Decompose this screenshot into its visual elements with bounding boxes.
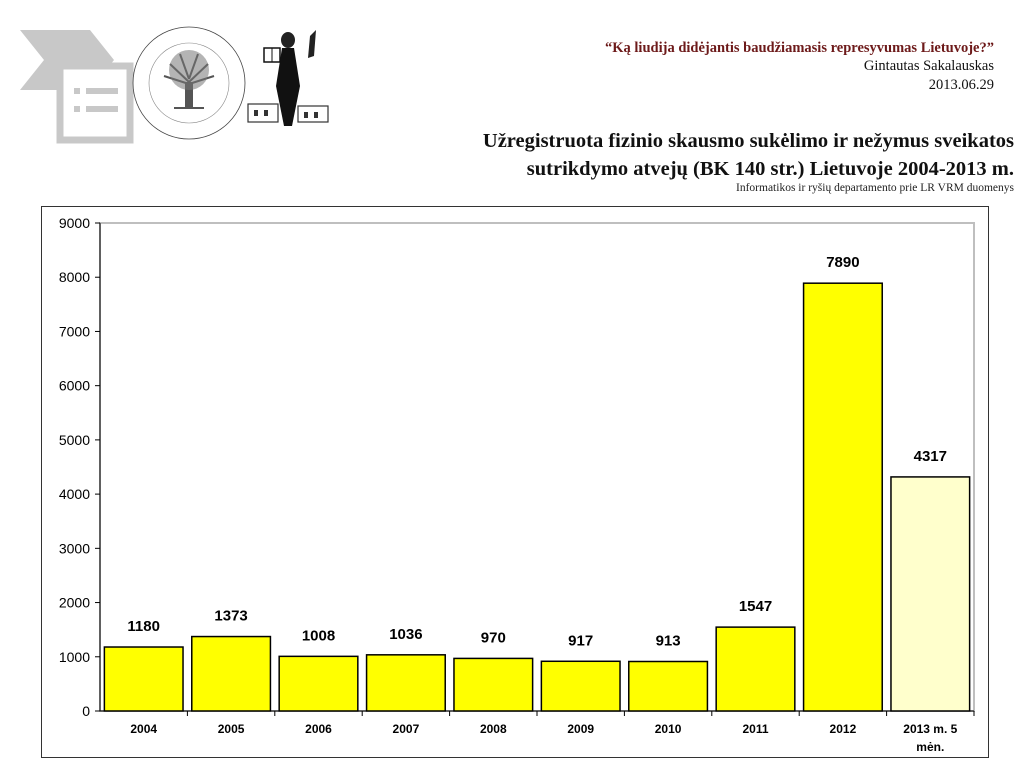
bar — [192, 637, 271, 711]
y-tick-label: 4000 — [58, 486, 90, 503]
x-tick-label: 2012 — [829, 722, 857, 736]
data-label: 970 — [480, 629, 506, 647]
data-label: 1547 — [738, 598, 773, 616]
x-tick-label: 2009 — [567, 722, 595, 736]
y-tick-label: 6000 — [58, 377, 90, 394]
bar — [367, 655, 446, 711]
data-label: 917 — [568, 632, 594, 650]
x-tick-label: 2010 — [654, 722, 682, 736]
bar — [804, 283, 883, 711]
x-tick-label: 2006 — [305, 722, 332, 736]
x-tick-label: 2005 — [217, 722, 245, 736]
bar — [629, 661, 708, 711]
bar — [454, 658, 533, 711]
data-label: 1008 — [301, 627, 336, 645]
bar — [716, 627, 795, 711]
slide-subtitle: Informatikos ir ryšių departamento prie LR VRM duomenys — [736, 182, 1014, 194]
x-tick-label: 2013 m. 5 mėn. — [903, 722, 958, 754]
criminology-association-logo — [130, 24, 248, 142]
bar — [541, 661, 620, 711]
x-tick-label: 2007 — [392, 722, 420, 736]
header-author: Gintautas Sakalauskas — [863, 58, 994, 74]
bar — [279, 656, 358, 711]
data-label: 913 — [655, 632, 681, 650]
y-tick-label: 0 — [82, 703, 90, 719]
bar-chart — [42, 207, 988, 757]
bar — [891, 477, 970, 711]
y-tick-label: 8000 — [58, 269, 90, 286]
header-quote: “Ką liudija didėjantis baudžiamasis represyvumas Lietuvoje?” — [605, 40, 994, 56]
slide-title: Užregistruota fizinio skausmo sukėlimo ir nežymus sveikatos sutrikdymo atvejų (BK 140 str.) Lietuvoje 2004-2013 m. — [482, 130, 1014, 180]
data-label: 1180 — [127, 618, 160, 636]
data-label: 1373 — [214, 607, 248, 625]
y-tick-label: 2000 — [58, 594, 90, 611]
header-date: 2013.06.29 — [928, 77, 994, 93]
data-label: 1036 — [389, 625, 423, 643]
data-label: 7890 — [826, 254, 860, 272]
data-label: 4317 — [913, 447, 947, 465]
y-tick-label: 1000 — [58, 648, 90, 665]
bar — [104, 647, 183, 711]
y-tick-label: 5000 — [58, 431, 90, 448]
y-tick-label: 7000 — [58, 323, 90, 340]
x-tick-label: 2008 — [479, 722, 507, 736]
y-tick-label: 3000 — [58, 540, 90, 557]
y-tick-label: 9000 — [58, 215, 90, 231]
chart-frame — [41, 206, 989, 758]
x-tick-label: 2011 — [742, 722, 769, 736]
x-tick-label: 2004 — [130, 722, 158, 736]
document-list-icon — [18, 28, 136, 144]
law-institute-logo — [244, 26, 336, 142]
